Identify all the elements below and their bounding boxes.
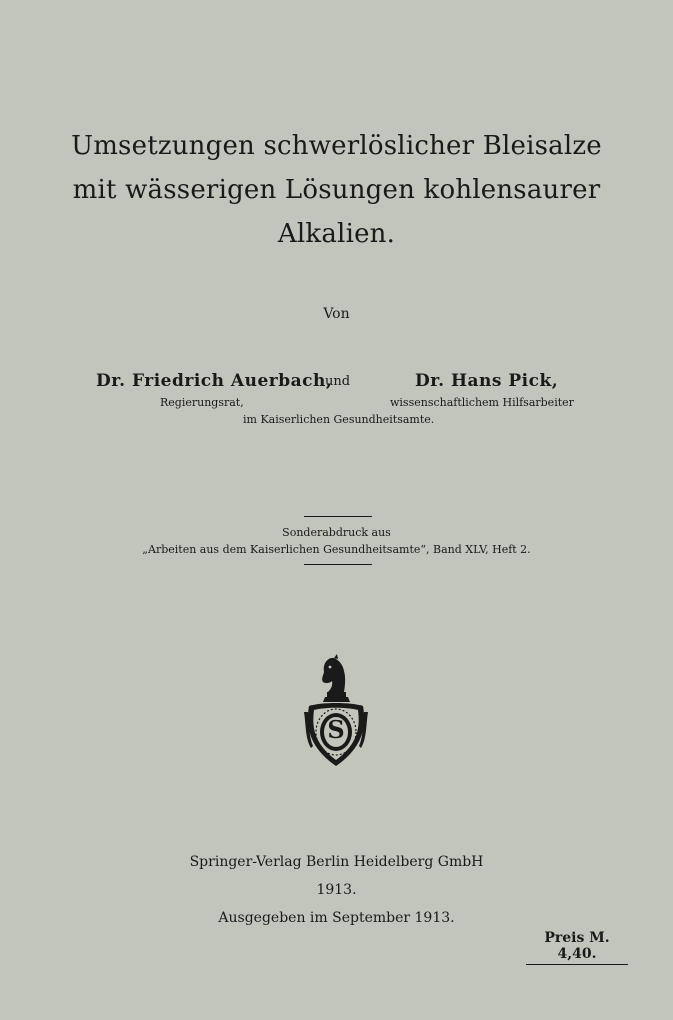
title-line-2: mit wässerigen Lösungen kohlensaurer xyxy=(72,175,601,205)
title-line-3: Alkalien. xyxy=(277,219,396,249)
offprint-line-2: „Arbeiten aus dem Kaiserlichen Gesundheitsamte“, Band XLV, Heft 2. xyxy=(142,543,531,556)
divider-top xyxy=(304,516,372,517)
conjunction: und xyxy=(325,374,351,389)
by-label: Von xyxy=(323,306,350,322)
publication-year: 1913. xyxy=(316,882,357,898)
document-title xyxy=(40,124,633,256)
institution: im Kaiserlichen Gesundheitsamte. xyxy=(243,413,435,426)
issue-date: Ausgegeben im September 1913. xyxy=(218,910,455,926)
divider-bottom xyxy=(304,564,372,565)
price-label: Preis M. 4,40. xyxy=(526,930,628,965)
logo-monogram: S xyxy=(327,715,345,744)
author-1-name: Dr. Friedrich Auerbach, xyxy=(96,371,333,391)
title-line-1: Umsetzungen schwerlöslicher Bleisalze xyxy=(71,131,602,161)
publisher-name: Springer-Verlag Berlin Heidelberg GmbH xyxy=(189,854,484,870)
offprint-note xyxy=(0,524,673,558)
springer-horse-emblem-icon xyxy=(303,654,369,770)
publisher-block xyxy=(0,848,673,932)
offprint-line-1: Sonderabdruck aus xyxy=(282,526,391,539)
author-2-role: wissenschaftlichem Hilfsarbeiter xyxy=(390,396,574,409)
author-1-role: Regierungsrat, xyxy=(160,396,244,409)
author-2-name: Dr. Hans Pick, xyxy=(415,371,559,391)
